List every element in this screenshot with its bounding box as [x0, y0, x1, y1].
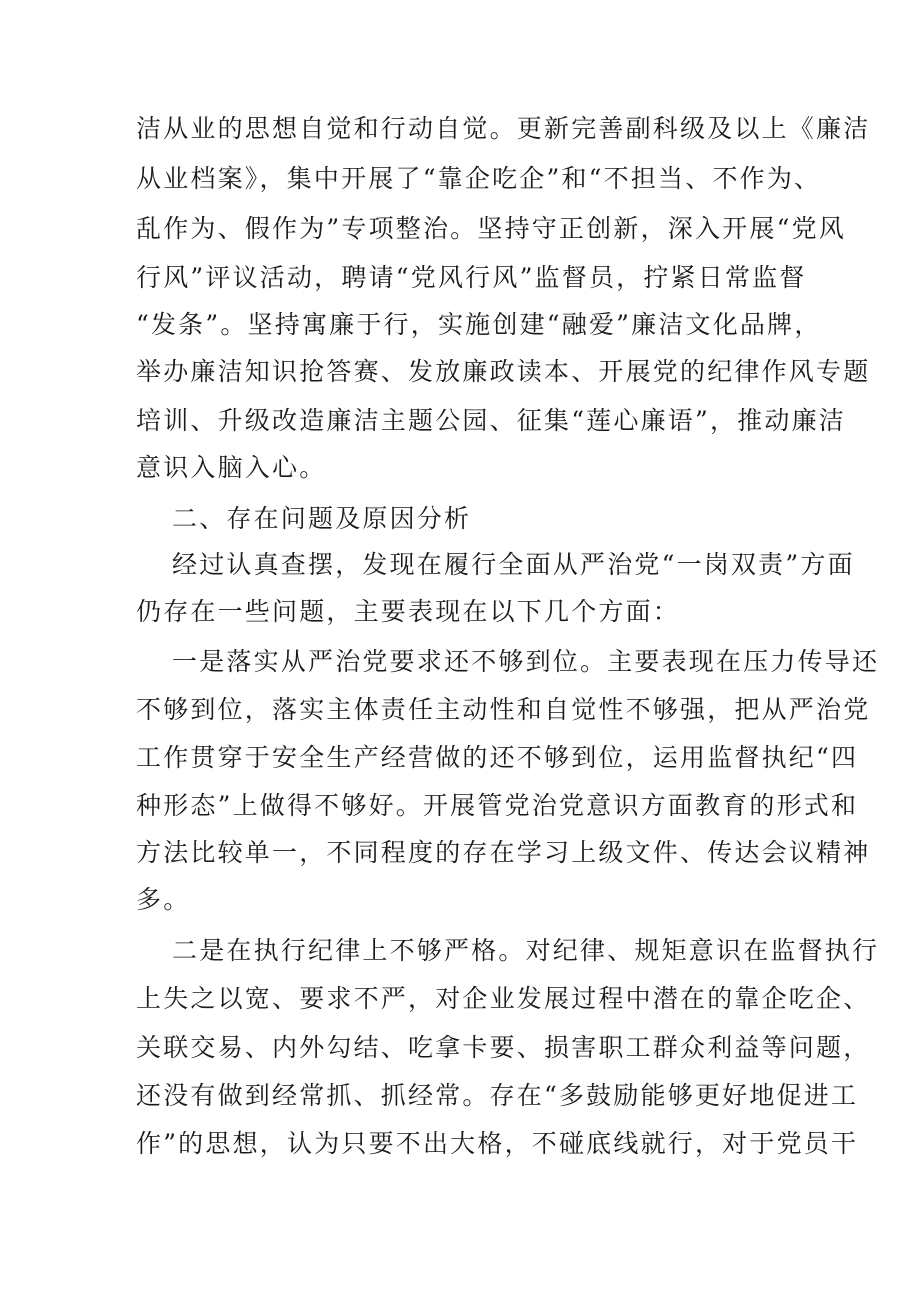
text-line: 种形态”上做得不够好。开展管党治党意识方面教育的形式和 — [136, 791, 859, 820]
text-line: “发条”。坚持寓廉于行，实施创建“融爱”廉洁文化品牌， — [136, 310, 822, 339]
section-heading: 二、存在问题及原因分析 — [172, 504, 472, 533]
text-line: 举办廉洁知识抢答赛、发放廉政读本、开展党的纪律作风专题 — [136, 357, 871, 386]
text-line: 洁从业的思想自觉和行动自觉。更新完善副科级及以上《廉洁 — [136, 114, 871, 143]
text-line: 不够到位，落实主体责任主动性和自觉性不够强，把从严治党 — [136, 695, 871, 724]
text-line: 工作贯穿于安全生产经营做的还不够到位，运用监督执纪“四 — [136, 743, 859, 772]
paragraph-start: 一是落实从严治党要求还不够到位。主要表现在压力传导还 — [172, 647, 880, 676]
text-line: 仍存在一些问题，主要表现在以下几个方面： — [136, 597, 681, 626]
text-line: 从业档案》，集中开展了“靠企吃企”和“不担当、不作为、 — [136, 164, 822, 193]
text-line: 意识入脑入心。 — [136, 453, 327, 482]
text-line: 培训、升级改造廉洁主题公园、征集“莲心廉语”，推动廉洁 — [136, 406, 846, 435]
text-line: 还没有做到经常抓、抓经常。存在“多鼓励能够更好地促进工 — [136, 1081, 859, 1110]
text-line: 多。 — [136, 885, 191, 914]
text-line: 关联交易、内外勾结、吃拿卡要、损害职工群众利益等问题， — [136, 1033, 871, 1062]
text-line: 作”的思想，认为只要不出大格，不碰底线就行，对于党员干 — [136, 1129, 859, 1158]
text-line: 方法比较单一，不同程度的存在学习上级文件、传达会议精神 — [136, 838, 871, 867]
text-line: 乱作为、假作为”专项整治。坚持守正创新，深入开展“党风 — [136, 214, 846, 243]
paragraph-start: 二是在执行纪律上不够严格。对纪律、规矩意识在监督执行 — [172, 936, 880, 965]
text-line: 上失之以宽、要求不严，对企业发展过程中潜在的靠企吃企、 — [136, 984, 871, 1013]
paragraph-start: 经过认真查摆，发现在履行全面从严治党“一岗双责”方面 — [172, 550, 855, 579]
text-line: 行风”评议活动，聘请“党风行风”监督员，拧紧日常监督 — [136, 263, 807, 292]
